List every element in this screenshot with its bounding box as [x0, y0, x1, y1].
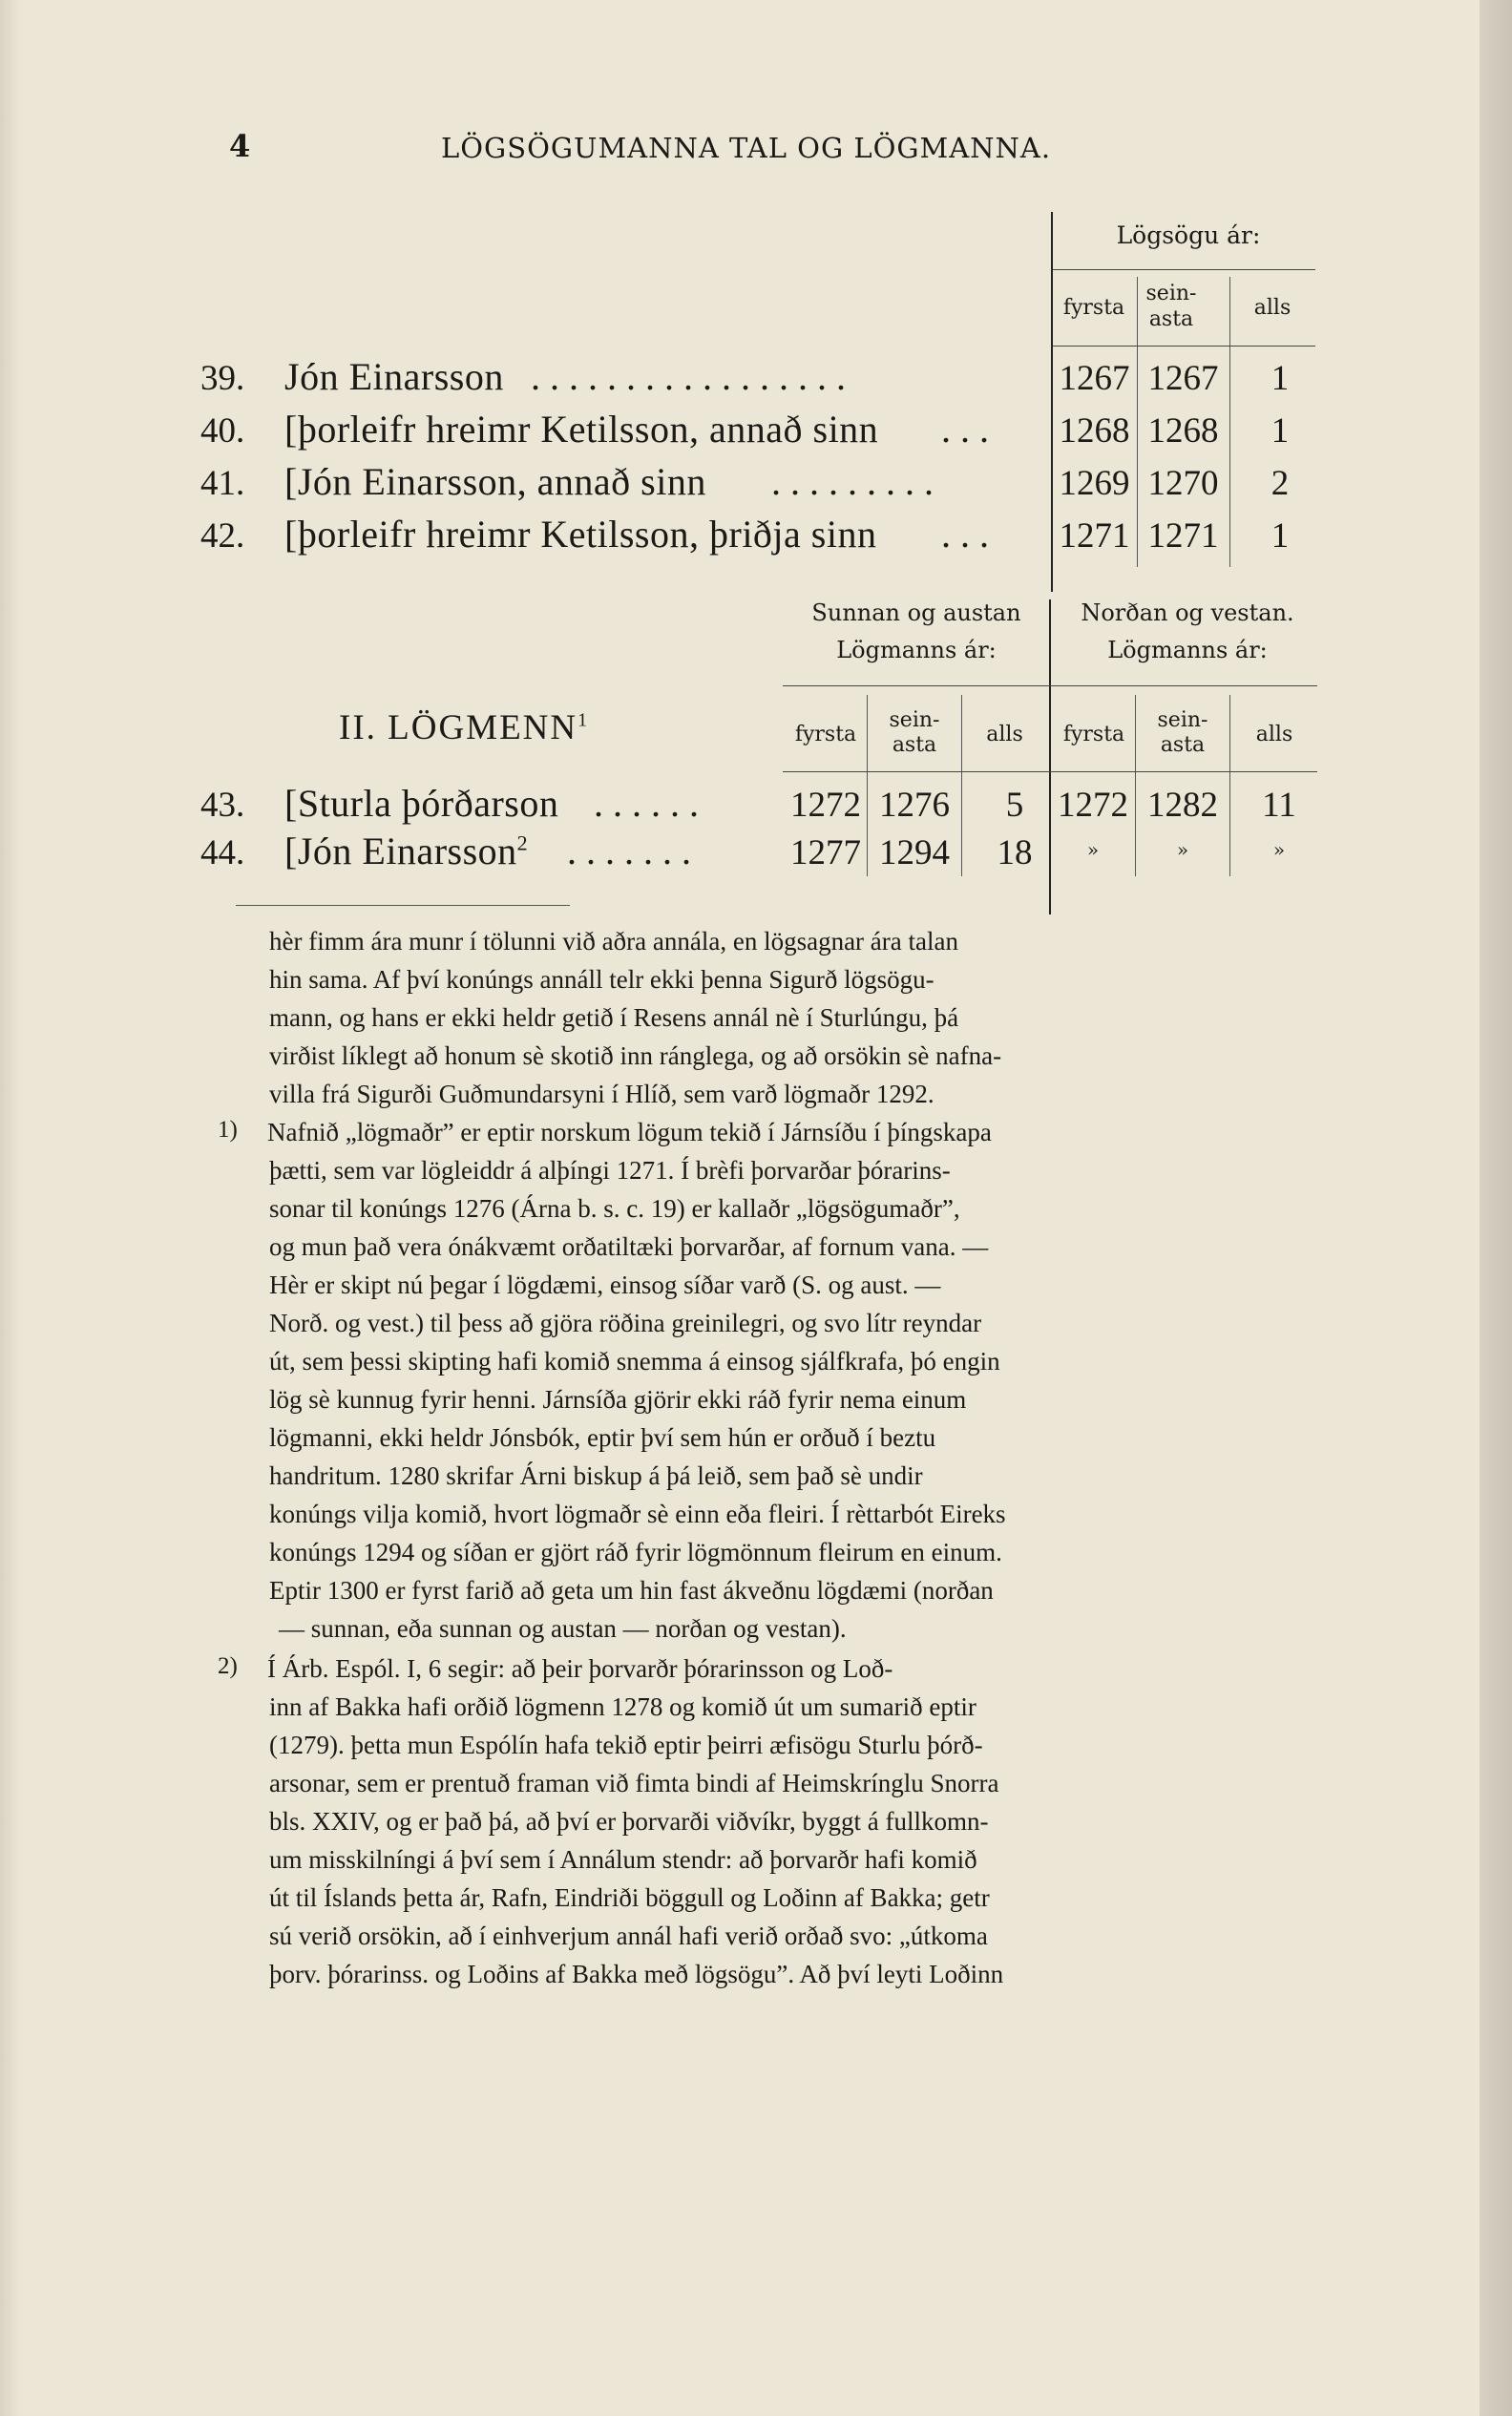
footnote-line: þætti, sem var lögleiddr á alþíngi 1271. Í brèfi þorvarðar þórarins-: [269, 1156, 951, 1185]
col-total-header: alls: [1253, 296, 1292, 320]
dot-leaders: . . . . . . .: [567, 830, 691, 872]
footnote-line: út, sem þessi skipting hafi komið snemma á einsog sjálfkrafa, þó engin: [269, 1347, 1000, 1376]
north-west-header-line2: Lögmanns ár:: [1107, 637, 1268, 663]
footnote-line: virðist líklegt að honum sè skotið inn ránglega, og að orsökin sè nafna-: [269, 1041, 1002, 1070]
nw-col-last-bottom: asta: [1160, 733, 1206, 757]
last-year: 1271: [1147, 516, 1219, 556]
header-rule: [1053, 269, 1315, 270]
header-rule: [1053, 346, 1315, 347]
dot-leaders: . . . . . . . . . . . . . . . . .: [531, 355, 846, 398]
section-title-text: II. LÖGMENN: [339, 708, 578, 747]
footnote-line: mann, og hans er ekki heldr getið í Resens annál nè í Sturlúngu, þá: [269, 1003, 959, 1032]
footnote-line: Eptir 1300 er fyrst farið að geta um hin fast ákveðnu lögdæmi (norðan: [269, 1576, 994, 1605]
first-year: 1271: [1059, 516, 1130, 556]
lawspeakers-and-lawmen-tables: [0, 0, 1512, 916]
footnote-line: handritum. 1280 skrifar Árni biskup á þá leið, sem það sè undir: [269, 1461, 923, 1490]
footnote-line: villa frá Sigurði Guðmundarsyni í Hlíð, sem varð lögmaðr 1292.: [269, 1080, 934, 1108]
col-rule: [1229, 695, 1230, 876]
last-year: 1267: [1147, 359, 1219, 398]
lawman-name-text: [Sturla þórðarson: [284, 782, 559, 825]
se-first-year: 1277: [790, 833, 861, 872]
lawman-name: [284, 781, 558, 826]
nw-col-last-top: sein-: [1157, 708, 1208, 732]
footnote-line: Hèr er skipt nú þegar í lögdæmi, einsog síðar varð (S. og aust. —: [269, 1271, 941, 1299]
col-rule: [961, 695, 962, 876]
lawspeaker-name: [Jón Einarsson, annað sinn: [284, 460, 706, 503]
lawman-name-text: [Jón Einarsson: [284, 830, 517, 872]
footnote-line: hèr fimm ára munr í tölunni við aðra annála, en lögsagnar ára talan: [269, 927, 958, 956]
footnote-line: út til Íslands þetta ár, Rafn, Eindriði böggull og Loðinn af Bakka; getr: [269, 1883, 990, 1912]
nw-total-years: »: [1272, 838, 1286, 861]
footnote-line: — sunnan, eða sunnan og austan — norðan og vestan).: [279, 1614, 847, 1643]
page-number: 4: [229, 128, 252, 164]
nw-last-year: 1282: [1147, 786, 1218, 825]
total-years: 1: [1270, 516, 1290, 556]
footnote-line: og mun það vera ónákvæmt orðatiltæki þorvarðar, af fornum vana. —: [269, 1232, 989, 1261]
nw-col-total: alls: [1255, 723, 1293, 746]
first-year: 1269: [1059, 464, 1130, 503]
footnote-line: lög sè kunnug fyrir henni. Járnsíða gjörir ekki ráð fyrir nema einum: [269, 1385, 967, 1414]
row-number: 39.: [200, 359, 245, 398]
row-number: 41.: [200, 464, 245, 503]
footnote-line: inn af Bakka hafi orðið lögmenn 1278 og komið út um sumarið eptir: [269, 1692, 976, 1721]
row-number: 44.: [200, 833, 245, 872]
footnote-line: um misskilníngi á því sem í Annálum stendr: að þorvarðr hafi komið: [269, 1845, 977, 1874]
se-first-year: 1272: [790, 786, 861, 825]
lawspeaker-name: Jón Einarsson: [284, 355, 504, 398]
first-year: 1268: [1059, 411, 1130, 451]
row-number: 40.: [200, 411, 245, 451]
lawspeaker-name: [þorleifr hreimr Ketilsson, þriðja sinn: [284, 513, 877, 556]
col-last-header-top: sein-: [1145, 282, 1197, 305]
footnote-line: hin sama. Af því konúngs annáll telr ekki þenna Sigurð lögsögu-: [269, 965, 934, 994]
first-year: 1267: [1059, 359, 1130, 398]
footnote-mark: 1: [578, 709, 590, 731]
footnote-line: (1279). þetta mun Espólín hafa tekið eptir þeirri æfisögu Sturlu þórð-: [269, 1731, 983, 1759]
running-title: LÖGSÖGUMANNA TAL OG LÖGMANNA.: [441, 132, 1052, 164]
footnote-line: sú verið orsökin, að í einhverjum annál hafi verið orðað svo: „útkoma: [269, 1922, 988, 1950]
footnote-line: Nafnið „lögmaðr” er eptir norskum lögum tekið í Járnsíðu í þíngskapa: [267, 1118, 992, 1146]
dot-leaders: . . . . . . . . .: [771, 460, 934, 503]
dot-leaders: . . . . . .: [594, 782, 699, 825]
footnote-line: Í Árb. Espól. I, 6 segir: að þeir þorvarðr þórarinsson og Loð-: [267, 1654, 893, 1683]
total-years: 2: [1270, 464, 1290, 503]
se-last-year: 1294: [879, 833, 950, 872]
total-years: 1: [1270, 359, 1290, 398]
col-rule: [1229, 277, 1230, 567]
north-west-header-line1: Norðan og vestan.: [1081, 599, 1294, 626]
nw-col-first: fyrsta: [1062, 723, 1125, 746]
south-east-header-line2: Lögmanns ár:: [836, 637, 997, 663]
header-rule: [783, 771, 1317, 772]
nw-first-year: »: [1086, 838, 1100, 861]
footnote-marker: 1): [218, 1117, 238, 1143]
footnote-line: arsonar, sem er prentuð framan við fimta bindi af Heimskrínglu Snorra: [269, 1769, 999, 1797]
total-years: 1: [1270, 411, 1290, 451]
footnote-line: konúngs vilja komið, hvort lögmaðr sè einn eða fleiri. Í rèttarbót Eireks: [269, 1500, 1006, 1528]
col-rule: [1137, 277, 1138, 567]
footnote-line: lögmanni, ekki heldr Jónsbók, eptir því sem hún er orðuð í beztu: [269, 1423, 936, 1452]
col-last-header-bottom: asta: [1148, 307, 1194, 331]
se-total-years: 18: [997, 833, 1033, 872]
nw-last-year: »: [1176, 838, 1189, 861]
footnote-line: sonar til konúngs 1276 (Árna b. s. c. 19) er kallaðr „lögsögumaðr”,: [269, 1194, 960, 1223]
footnote-separator: [236, 905, 570, 906]
footnote-line: þorv. þórarinss. og Loðins af Bakka með lögsögu”. Að því leyti Loðinn: [269, 1960, 1004, 1988]
lawmen-divider: [1049, 599, 1051, 914]
se-col-last-bottom: asta: [892, 733, 937, 757]
header-rule: [783, 685, 1317, 686]
col-first-header: fyrsta: [1062, 296, 1125, 320]
footnote-marker: 2): [218, 1653, 238, 1679]
row-number: 43.: [200, 786, 245, 825]
dot-leaders: . . .: [941, 513, 989, 556]
se-col-last-top: sein-: [889, 708, 940, 732]
row-number: 42.: [200, 516, 245, 556]
last-year: 1270: [1147, 464, 1219, 503]
lawspeaker-name: [þorleifr hreimr Ketilsson, annað sinn: [284, 408, 879, 451]
footnote-line: konúngs 1294 og síðan er gjört ráð fyrir lögmönnum fleirum en einum.: [269, 1538, 1002, 1566]
se-col-first: fyrsta: [794, 723, 857, 746]
col-rule: [867, 695, 868, 876]
lawspeaker-years-header: Lögsögu ár:: [1116, 221, 1261, 249]
section-title: [339, 707, 589, 748]
south-east-header-line1: Sunnan og austan: [811, 599, 1021, 626]
nw-first-year: 1272: [1058, 786, 1128, 825]
col-rule: [1135, 695, 1136, 876]
footnote-line: bls. XXIV, og er það þá, að því er þorvarði viðvíkr, byggt á fullkomn-: [269, 1807, 989, 1836]
footnote-mark: 2: [516, 830, 529, 855]
se-last-year: 1276: [879, 786, 950, 825]
footnote-line: Norð. og vest.) til þess að gjöra röðina greinilegri, og svo lítr reyndar: [269, 1309, 982, 1337]
se-col-total: alls: [986, 723, 1023, 746]
dot-leaders: . . .: [941, 408, 989, 451]
last-year: 1268: [1147, 411, 1219, 451]
se-total-years: 5: [1005, 786, 1024, 825]
nw-total-years: 11: [1262, 786, 1296, 825]
lawman-name: [284, 829, 528, 873]
